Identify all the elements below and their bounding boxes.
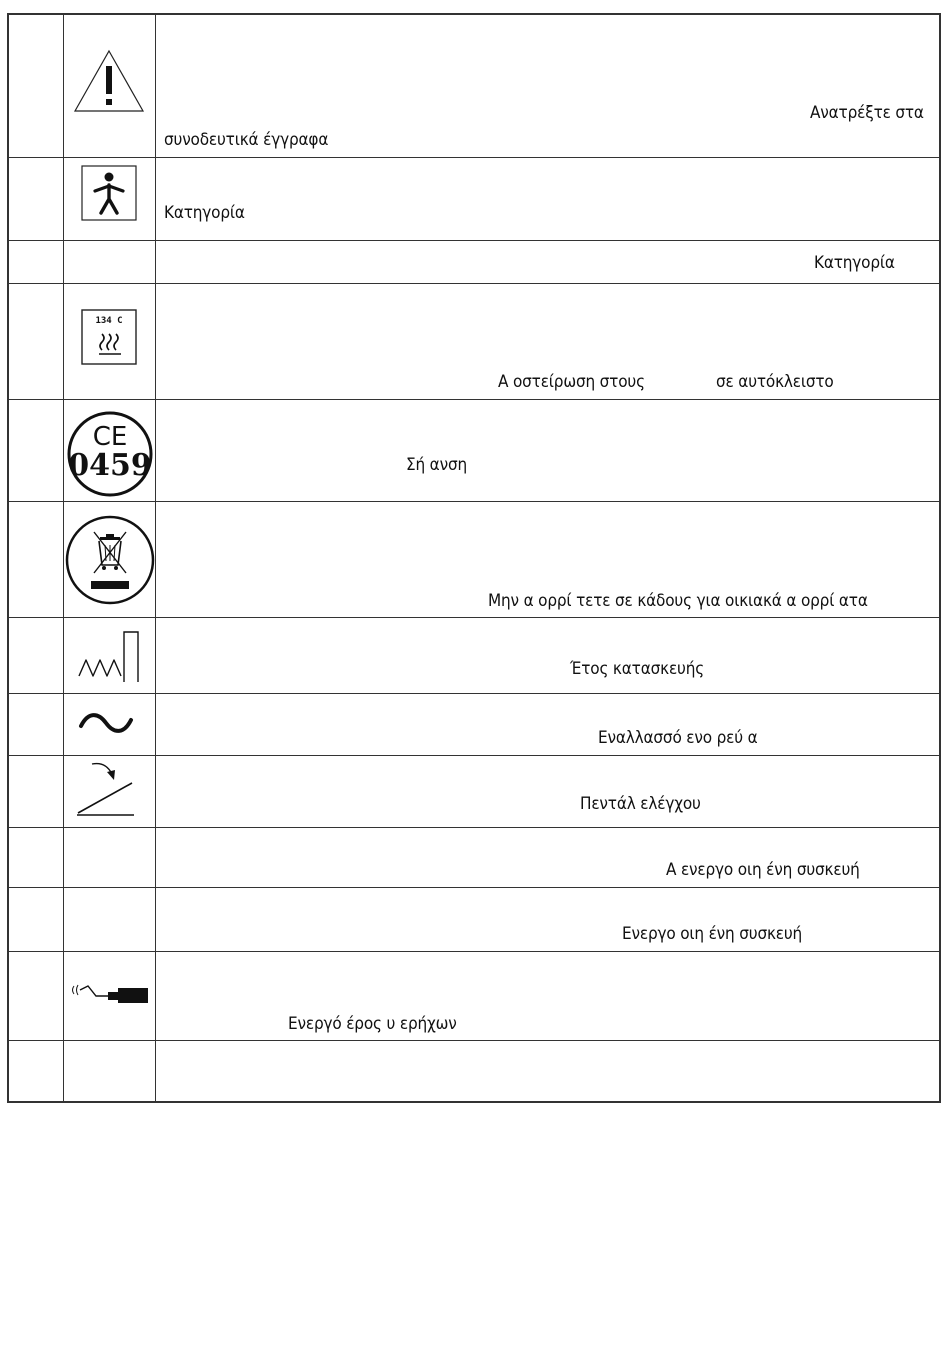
row-1-text-a: Ανατρέξτε στα — [810, 103, 924, 123]
notified-body-number: 0459 — [68, 448, 152, 483]
manufacture-date-icon — [76, 624, 142, 686]
row-9-text: Πεντάλ ελέγχου — [580, 794, 701, 814]
row-divider — [9, 157, 939, 158]
alternating-current-icon — [78, 708, 134, 738]
row-12-text: Ενεργό έρος υ ερήχων — [288, 1014, 457, 1034]
autoclave-134c-icon — [81, 309, 137, 365]
row-divider — [9, 951, 939, 952]
ce-label: CE — [92, 422, 128, 452]
autoclave-label: 134 C — [95, 316, 123, 326]
row-divider — [9, 399, 939, 400]
ce-mark-icon — [66, 411, 154, 497]
row-10-text: Α ενεργο οιη ένη συσκευή — [666, 860, 860, 880]
row-divider — [9, 283, 939, 284]
row-divider — [9, 617, 939, 618]
foot-pedal-icon — [74, 760, 138, 820]
row-6-text: Μην α ορρί τετε σε κάδους για οικιακά α ορρί ατα — [488, 591, 868, 611]
row-7-text: Έτος κατασκευής — [570, 659, 705, 679]
row-11-text: Ενεργο οιη ένη συσκευή — [622, 924, 803, 944]
row-1-text-b: συνοδευτικά έγγραφα — [164, 130, 329, 150]
warning-triangle-icon — [72, 48, 146, 114]
row-divider — [9, 755, 939, 756]
row-2-text: Κατηγορία — [164, 203, 245, 223]
row-divider — [9, 1040, 939, 1041]
weee-crossed-bin-icon — [64, 515, 156, 605]
row-divider — [9, 887, 939, 888]
row-8-text: Εναλλασσό ενο ρεύ α — [598, 728, 758, 748]
row-divider — [9, 827, 939, 828]
row-divider — [9, 501, 939, 502]
row-4-text-b: σε αυτόκλειστο — [716, 372, 834, 392]
row-5-text: Σή ανση — [406, 455, 468, 475]
ultrasonic-handpiece-icon — [70, 982, 150, 1006]
row-4-text-a: Α οστείρωση στους — [498, 372, 645, 392]
row-3-text: Κατηγορία — [814, 253, 895, 273]
row-divider — [9, 693, 939, 694]
row-divider — [9, 240, 939, 241]
type-b-applied-part-icon — [81, 165, 137, 221]
